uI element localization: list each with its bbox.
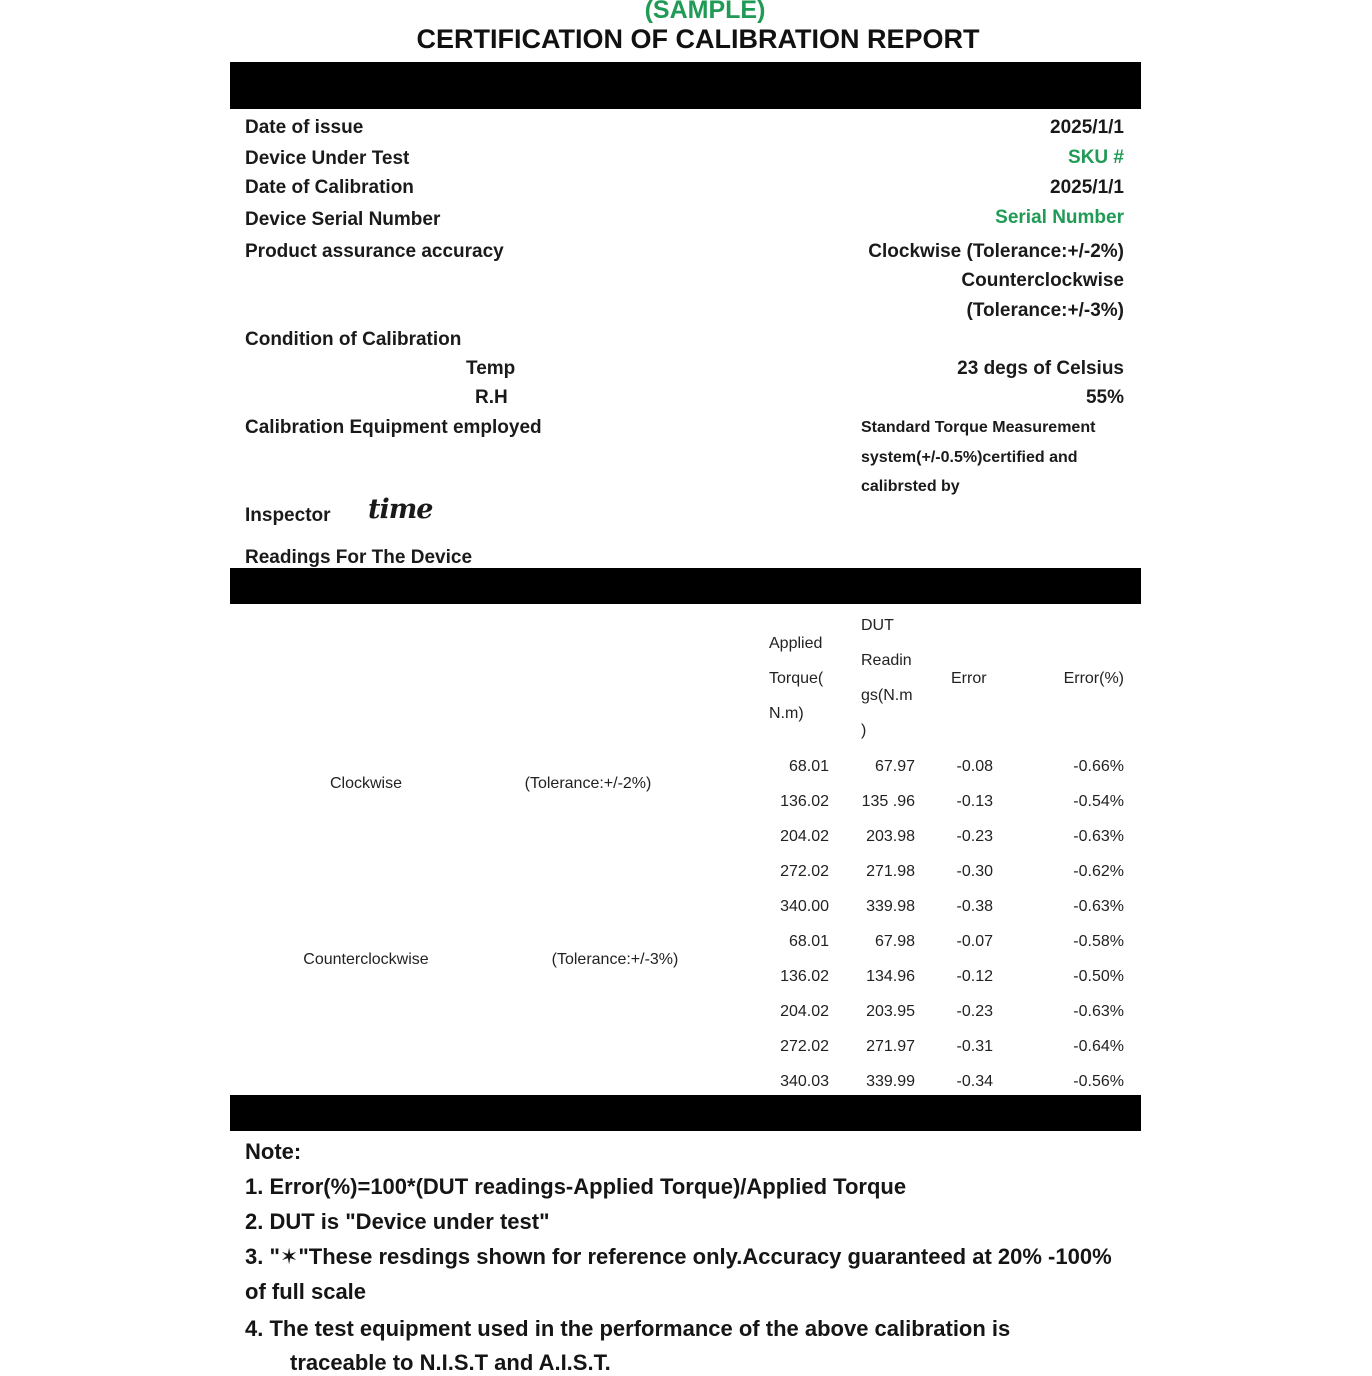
table-cell: -0.08: [956, 758, 993, 775]
note-3-line-1: 3. "✶"These resdings shown for reference only.Accuracy guaranteed at 20% -100%: [245, 1244, 1112, 1269]
table-cell: 134.96: [866, 968, 915, 985]
table-cell: 67.98: [874, 933, 915, 950]
serial-number-value: Serial Number: [995, 207, 1124, 228]
serial-number-label: Device Serial Number: [245, 209, 441, 230]
table-cell: -0.64%: [1073, 1038, 1124, 1055]
header-error: Error: [951, 670, 987, 687]
table-cell: -0.07: [956, 933, 993, 950]
group-label-counterclockwise: Counterclockwise: [303, 951, 429, 968]
table-cell: 67.97: [874, 758, 915, 775]
readings-label: Readings For The Device: [245, 547, 473, 568]
table-cell: -0.12: [956, 968, 993, 985]
device-under-test-label: Device Under Test: [245, 148, 410, 169]
header-dut-readings: DUT Readin gs(N.m ): [861, 617, 913, 739]
table-cell: -0.63%: [1073, 898, 1124, 915]
table-cell: 272.02: [780, 1038, 829, 1055]
note-3-line-2: of full scale: [245, 1279, 367, 1304]
table-cell: -0.38: [956, 898, 993, 915]
table-cell: 203.95: [866, 1003, 915, 1020]
middle-black-bar: [230, 568, 1141, 604]
table-cell: -0.34: [956, 1073, 993, 1090]
accuracy-counterclockwise-tolerance: (Tolerance:+/-3%): [966, 300, 1124, 321]
equipment-line-1: Standard Torque Measurement: [861, 419, 1096, 436]
date-of-issue-label: Date of issue: [245, 117, 364, 138]
table-cell: -0.63%: [1073, 828, 1124, 845]
table-cell: -0.56%: [1073, 1073, 1124, 1090]
date-of-calibration-label: Date of Calibration: [245, 177, 414, 198]
note-4-line-1: 4. The test equipment used in the performance of the above calibration is: [245, 1316, 1011, 1341]
report-title: CERTIFICATION OF CALIBRATION REPORT: [416, 24, 980, 54]
table-cell: -0.31: [956, 1038, 993, 1055]
table-cell: 203.98: [866, 828, 915, 845]
table-cell: 339.98: [866, 898, 915, 915]
table-cell: 271.98: [866, 863, 915, 880]
table-cell: -0.13: [956, 793, 993, 810]
table-cell: -0.23: [956, 1003, 993, 1020]
accuracy-label: Product assurance accuracy: [245, 241, 504, 262]
inspector-signature: time: [368, 494, 433, 525]
table-cell: -0.23: [956, 828, 993, 845]
table-cell: -0.66%: [1073, 758, 1124, 775]
table-cell: 204.02: [780, 1003, 829, 1020]
date-of-calibration-value: 2025/1/1: [1050, 177, 1124, 198]
equipment-line-2: system(+/-0.5%)certified and: [861, 449, 1078, 466]
table-cell: 68.01: [788, 933, 829, 950]
table-cell: -0.62%: [1073, 863, 1124, 880]
accuracy-counterclockwise: Counterclockwise: [961, 270, 1124, 291]
sample-stamp: (SAMPLE): [644, 0, 766, 24]
group-label-clockwise: Clockwise: [329, 775, 403, 792]
note-2: 2. DUT is "Device under test": [245, 1209, 550, 1234]
table-cell: 339.99: [866, 1073, 915, 1090]
note-1: 1. Error(%)=100*(DUT readings-Applied Torque)/Applied Torque: [245, 1174, 907, 1199]
group-tolerance-counterclockwise: (Tolerance:+/-3%): [551, 951, 679, 968]
table-cell: 271.97: [866, 1038, 915, 1055]
equipment-label: Calibration Equipment employed: [245, 417, 542, 438]
table-cell: 68.01: [788, 758, 829, 775]
table-cell: -0.58%: [1073, 933, 1124, 950]
accuracy-clockwise: Clockwise (Tolerance:+/-2%): [868, 241, 1124, 262]
temp-label: Temp: [466, 358, 516, 379]
table-cell: -0.50%: [1073, 968, 1124, 985]
rh-label: R.H: [475, 387, 508, 408]
device-under-test-value: SKU #: [1068, 147, 1124, 168]
top-black-bar: [230, 62, 1141, 109]
table-cell: 340.00: [780, 898, 829, 915]
table-cell: -0.30: [956, 863, 993, 880]
header-error-percent: Error(%): [1063, 670, 1124, 687]
inspector-label: Inspector: [245, 505, 331, 526]
table-cell: 135 .96: [861, 793, 915, 810]
table-cell: -0.63%: [1073, 1003, 1124, 1020]
table-cell: 340.03: [780, 1073, 829, 1090]
equipment-line-3: calibrsted by: [861, 478, 960, 495]
table-cell: -0.54%: [1073, 793, 1124, 810]
header-applied-torque: Applied Torque( N.m): [769, 635, 824, 722]
date-of-issue-value: 2025/1/1: [1050, 117, 1124, 138]
temp-value: 23 degs of Celsius: [957, 358, 1124, 379]
table-cell: 136.02: [780, 793, 829, 810]
notes-heading: Note:: [245, 1139, 302, 1164]
group-tolerance-clockwise: (Tolerance:+/-2%): [524, 775, 652, 792]
table-cell: 272.02: [780, 863, 829, 880]
table-cell: 204.02: [780, 828, 829, 845]
rh-value: 55%: [1085, 387, 1124, 408]
table-cell: 136.02: [780, 968, 829, 985]
bottom-black-bar: [230, 1095, 1141, 1131]
note-4-line-2: traceable to N.I.S.T and A.I.S.T.: [290, 1350, 611, 1375]
condition-label: Condition of Calibration: [245, 329, 462, 350]
